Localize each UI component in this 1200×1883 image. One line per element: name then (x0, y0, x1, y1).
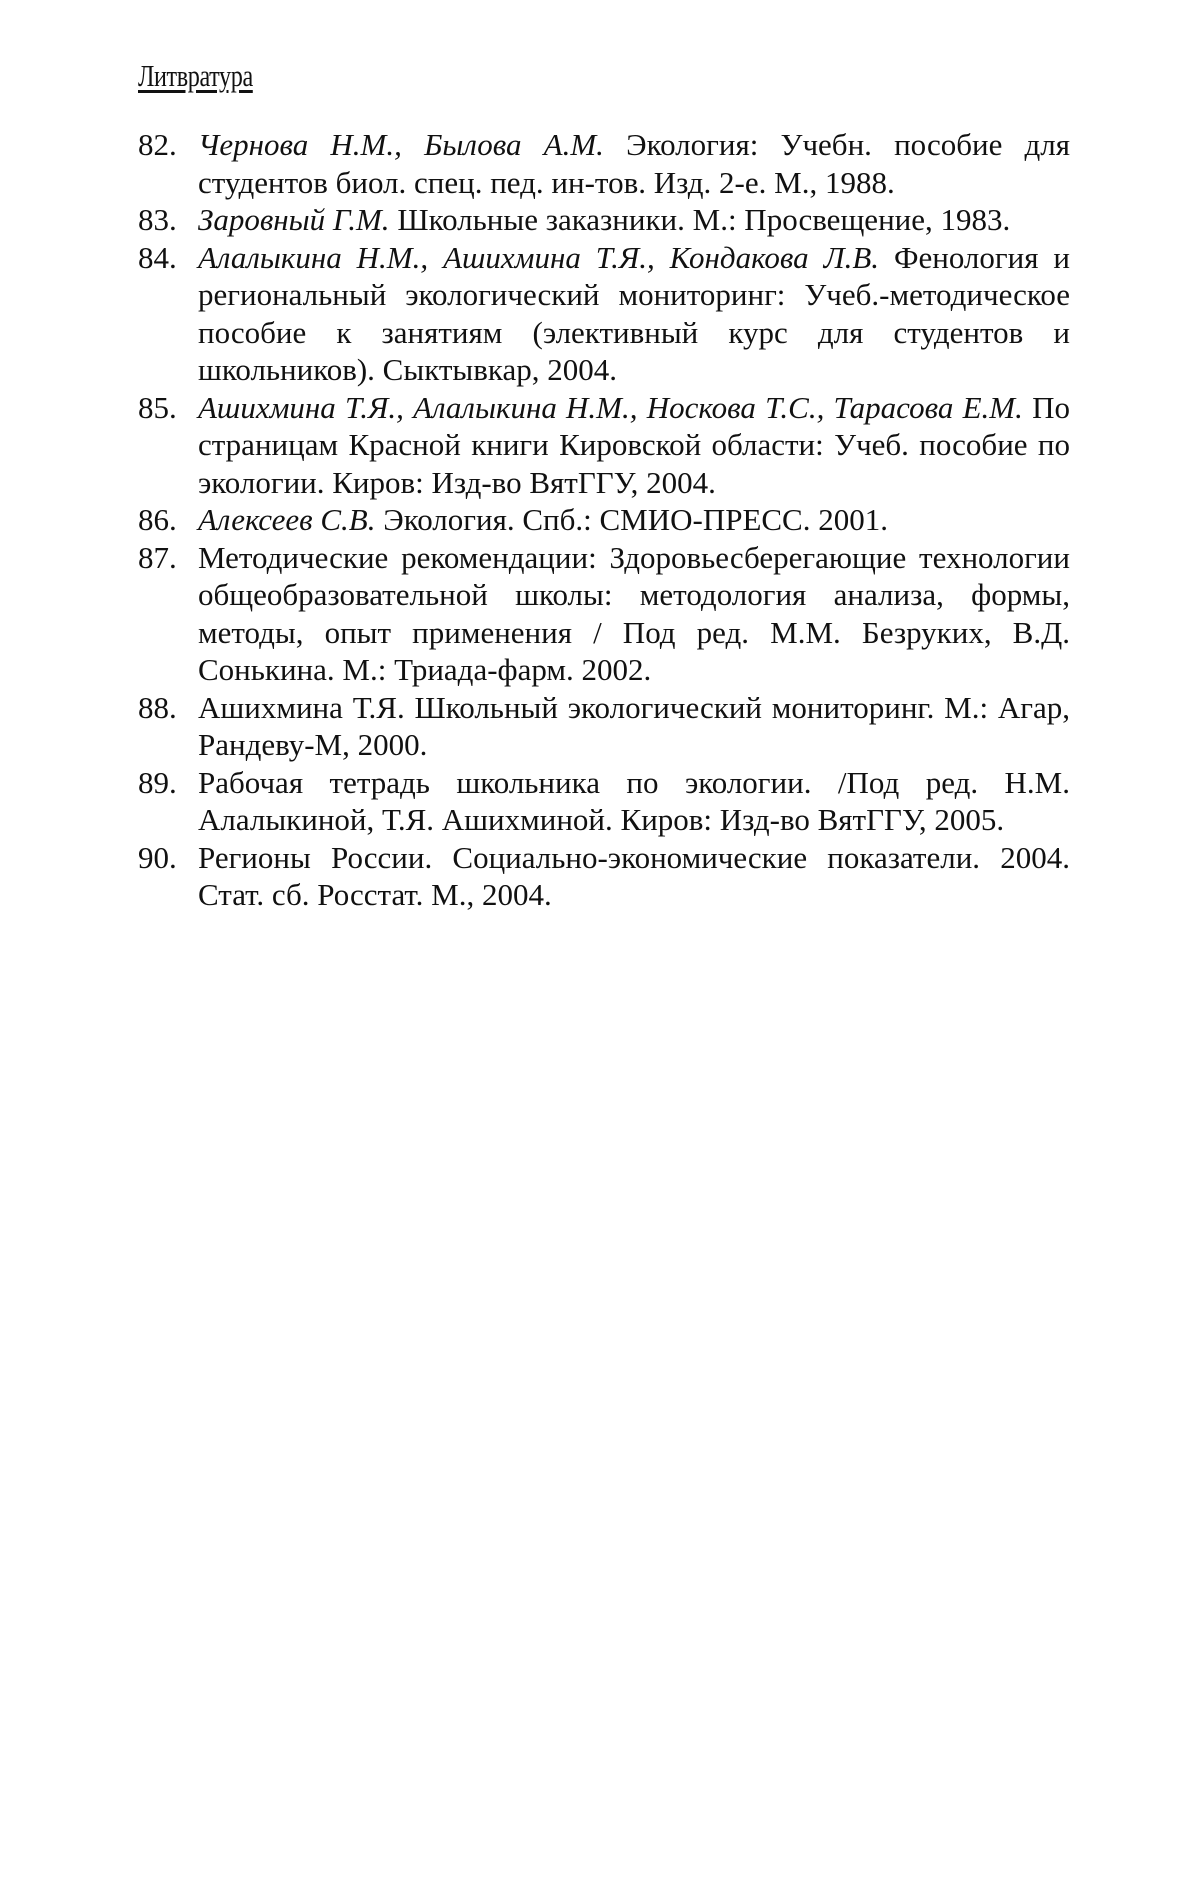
reference-number: 89. (138, 764, 177, 800)
reference-item (138, 689, 1070, 764)
reference-text: Ашихмина Т.Я. Школьный экологический мониторинг. М.: Агар, Рандеву-М, 2000. (198, 689, 1070, 762)
reference-number: 87. (138, 539, 177, 575)
reference-number: 85. (138, 389, 177, 425)
reference-text: Рабочая тетрадь школьника по экологии. /Под ред. Н.М. Алалыкиной, Т.Я. Ашихминой. Киров: Изд-во ВятГГУ, 2005. (198, 764, 1070, 837)
reference-text: Регионы России. Социально-экономические показатели. 2004. Стат. сб. Росстат. М., 2004. (198, 839, 1070, 912)
reference-authors: Алексеев С.В. (198, 502, 376, 537)
reference-text: Экология. Спб.: СМИО-ПРЕСС. 2001. (383, 502, 888, 537)
reference-item (138, 389, 1070, 502)
reference-text: Методические рекомендации: Здоровьесберегающие технологии общеобразовательной школы: методология анализа, формы, методы, опыт применения / Под ред. М.М. Безруких, В.Д. Сонькина. М.: Триада-фарм. 2002. (198, 539, 1070, 687)
reference-item (138, 201, 1070, 239)
reference-number: 88. (138, 689, 177, 725)
reference-item (138, 539, 1070, 689)
reference-authors: Чернова Н.М., Былова А.М. (198, 127, 604, 162)
reference-number: 82. (138, 127, 177, 162)
reference-item (138, 126, 1070, 201)
reference-item (138, 501, 1070, 539)
reference-authors: Заровный Г.М. (198, 202, 390, 237)
reference-item (138, 239, 1070, 389)
reference-number: 84. (138, 239, 177, 275)
reference-authors: Ашихмина Т.Я., Алалыкина Н.М., Носкова Т.С., Тарасова Е.М. (198, 389, 1023, 425)
reference-text: По страницам Красной книги Кировской области: Учеб. пособие по экологии. Киров: Изд-во ВятГГУ, 2004. (198, 389, 1070, 500)
reference-authors: Алалыкина Н.М., Ашихмина Т.Я., Кондакова Л.В. (198, 239, 880, 275)
page-header-title: Литвратура (138, 58, 253, 93)
reference-number: 83. (138, 202, 177, 237)
reference-item (138, 764, 1070, 839)
reference-text: Экология: Учебн. пособие для студентов биол. спец. пед. ин-тов. Изд. 2-е. М., 1988. (198, 127, 1071, 200)
reference-list (138, 126, 1070, 914)
reference-number: 86. (138, 502, 177, 537)
reference-item (138, 839, 1070, 914)
reference-number: 90. (138, 839, 177, 875)
reference-text: Фенология и региональный экологический мониторинг: Учеб.-методическое пособие к занятиям (элективный курс для студентов и школьников). Сыктывкар, 2004. (198, 239, 1070, 387)
reference-text: Школьные заказники. М.: Просвещение, 1983. (397, 202, 1011, 237)
